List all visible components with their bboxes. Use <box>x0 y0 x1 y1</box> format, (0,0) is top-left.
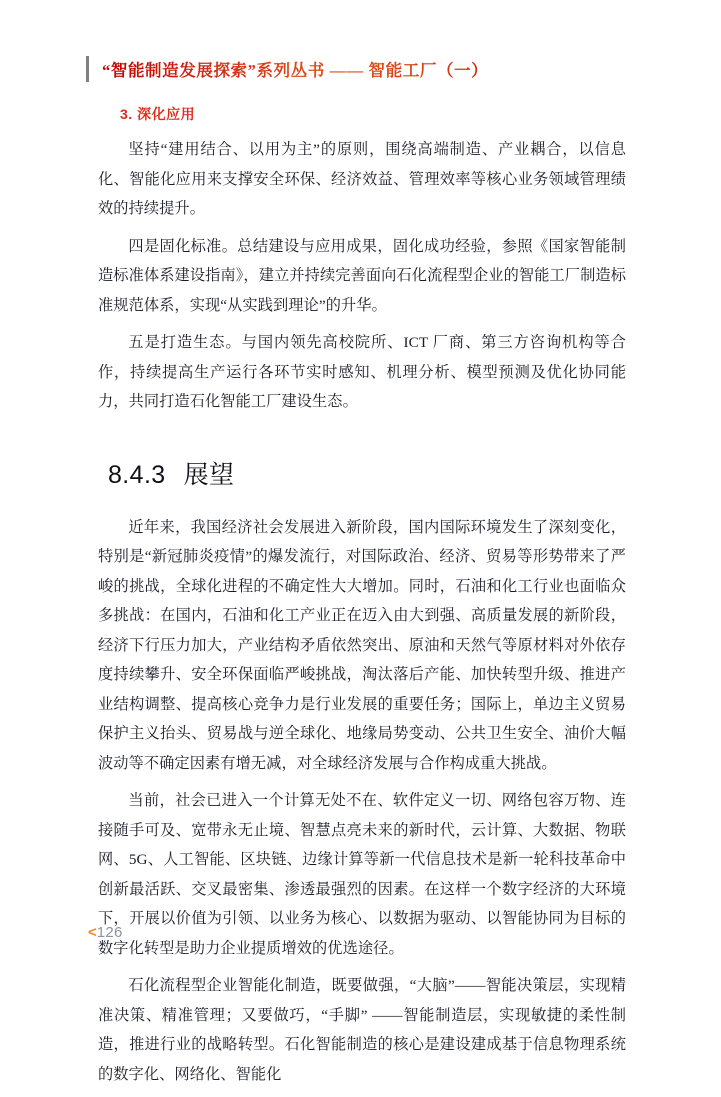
running-header <box>86 54 488 84</box>
paragraph: 当前，社会已进入一个计算无处不在、软件定义一切、网络包容万物、连接随手可及、宽带永无止境、智慧点亮未来的新时代，云计算、大数据、物联网、5G、人工智能、区块链、边缘计算等新一代信息技术是新一轮科技革命中创新最活跃、交叉最密集、渗透最强烈的因素。在这样一个数字经济的大环境下，开展以价值为引领、以业务为核心、以数据为驱动、以智能协同为目标的数字化转型是助力企业提质增效的优选途径。 <box>98 792 626 957</box>
subsection-heading: 3. 深化应用 <box>120 106 196 122</box>
section-heading <box>108 455 626 491</box>
page-content <box>98 104 626 1097</box>
section-number: 8.4.3 <box>108 460 166 489</box>
section-title: 展望 <box>183 460 235 489</box>
page-folio <box>88 924 123 941</box>
paragraph: 五是打造生态。与国内领先高校院所、ICT 厂商、第三方咨询机构等合作，持续提高生产运行各环节实时感知、机理分析、模型预测及优化协同能力，共同打造石化智能工厂建设生态。 <box>98 334 626 410</box>
folio-marker-icon: < <box>88 924 97 941</box>
paragraph: 坚持“建用结合、以用为主”的原则，围绕高端制造、产业耦合，以信息化、智能化应用来支撑安全环保、经济效益、管理效率等核心业务领域管理绩效的持续提升。 <box>98 141 626 217</box>
paragraph: 近年来，我国经济社会发展进入新阶段，国内国际环境发生了深刻变化，特别是“新冠肺炎疫情”的爆发流行，对国际政治、经济、贸易等形势带来了严峻的挑战，全球化进程的不确定性大大增加。同时，石油和化工行业也面临众多挑战：在国内，石油和化工产业正在迈入由大到强、高质量发展的新阶段，经济下行压力加大，产业结构矛盾依然突出、原油和天然气等原材料对外依存度持续攀升、安全环保面临严峻挑战，淘汰落后产能、加快转型升级、推进产业结构调整、提高核心竞争力是行业发展的重要任务；国际上，单边主义贸易保护主义抬头、贸易战与逆全球化、地缘局势变动、公共卫生安全、油价大幅波动等不确定因素有增无减，对全球经济发展与合作构成重大挑战。 <box>98 518 626 772</box>
page-number: 126 <box>96 924 123 941</box>
paragraph: 四是固化标准。总结建设与应用成果，固化成功经验，参照《国家智能制造标准体系建设指南》，建立并持续完善面向石化流程型企业的智能工厂制造标准规范体系，实现“从实践到理论”的升华。 <box>98 237 626 314</box>
running-header-title: “智能制造发展探索”系列丛书 —— 智能工厂（一） <box>102 57 488 81</box>
header-accent-rule <box>86 56 89 82</box>
paragraph: 石化流程型企业智能化制造，既要做强，“大脑”——智能决策层，实现精准决策、精准管理；又要做巧，“手脚” ——智能制造层，实现敏捷的柔性制造，推进行业的战略转型。石化智能制造的核心是建设建成基于信息物理系统的数字化、网络化、智能化 <box>98 977 626 1083</box>
